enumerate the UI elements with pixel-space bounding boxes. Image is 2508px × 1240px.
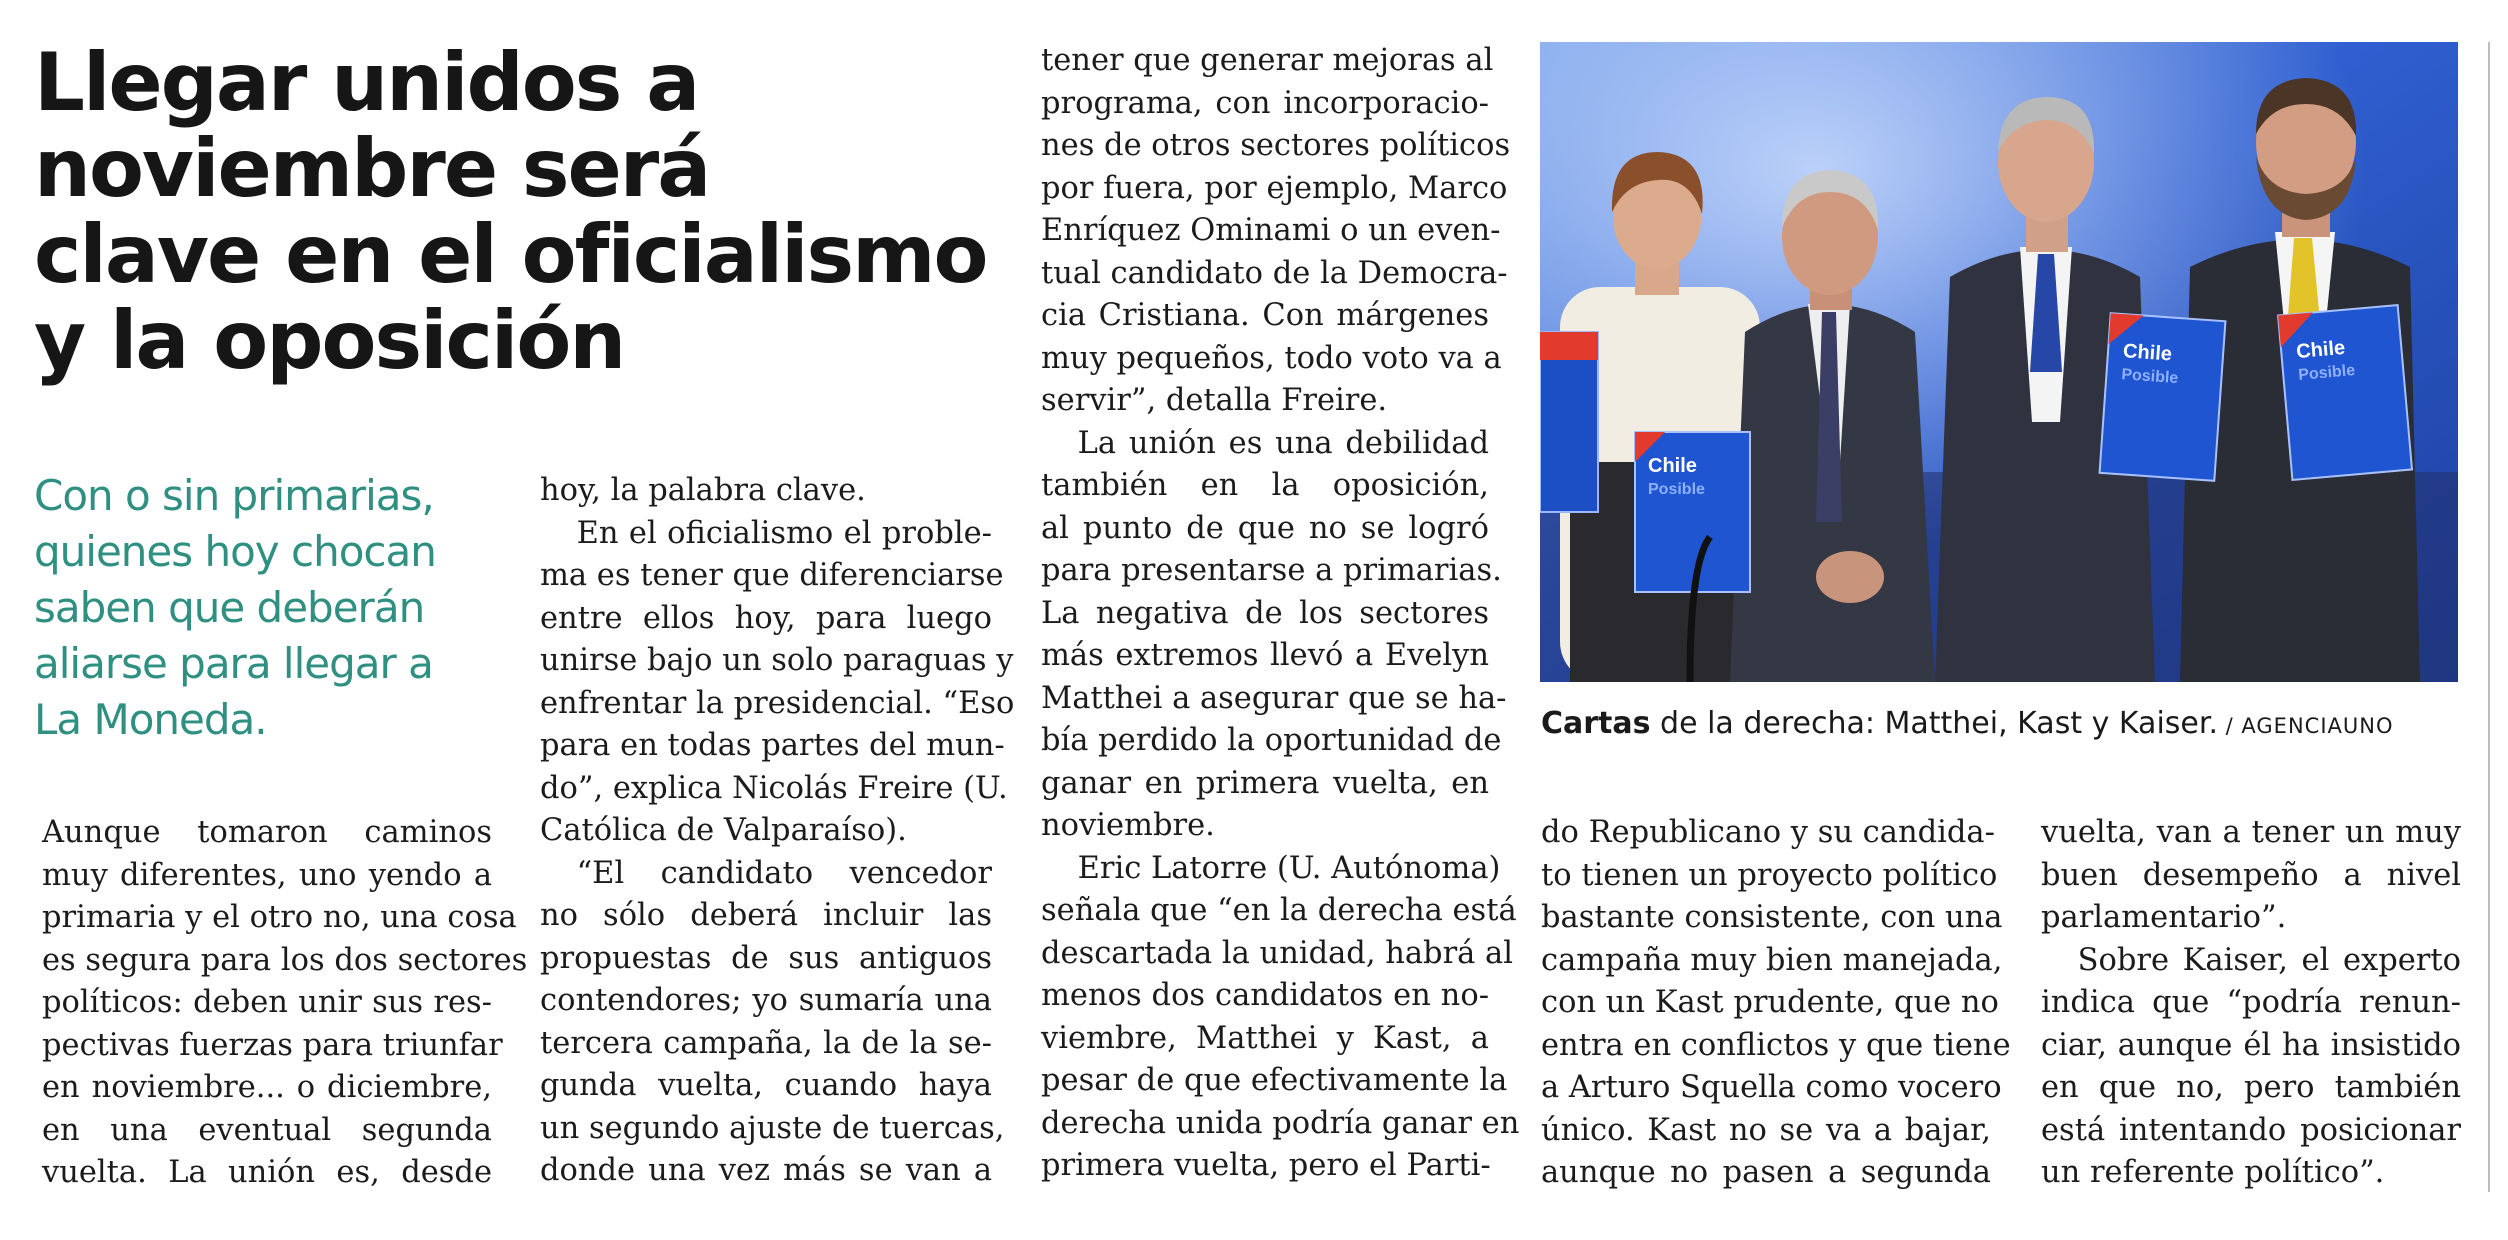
body-line: ma es tener que diferenciarse xyxy=(540,558,1004,593)
body-line: Enríquez Ominami o un even- xyxy=(1041,213,1501,248)
book-subtitle: Posible xyxy=(2297,362,2356,384)
body-line: en que no, pero también xyxy=(2041,1070,2461,1105)
body-line: Eric Latorre (U. Autónoma) xyxy=(1077,850,1501,886)
body-line: do”, explica Nicolás Freire (U. xyxy=(540,770,1008,806)
body-line: más extremos llevó a Evelyn xyxy=(1041,638,1489,673)
book-right-2 xyxy=(2278,305,2412,480)
lead-paragraph xyxy=(34,468,504,748)
body-line: en noviembre... o diciembre, xyxy=(42,1070,492,1105)
headline-line: noviembre será xyxy=(34,122,710,215)
body-line: un referente político”. xyxy=(2041,1155,2385,1190)
body-line: gunda vuelta, cuando haya xyxy=(540,1068,992,1103)
body-line: Católica de Valparaíso). xyxy=(540,813,907,848)
book-title: Chile xyxy=(2295,336,2347,364)
body-line: contendores; yo sumaría una xyxy=(540,983,992,1018)
body-line: en una eventual segunda xyxy=(42,1112,492,1148)
caption-lead: Cartas xyxy=(1541,706,1651,741)
body-line: un segundo ajuste de tuercas, xyxy=(540,1110,1005,1146)
body-line: entra en conflictos y que tiene xyxy=(1541,1027,2011,1063)
body-line: tener que generar mejoras al xyxy=(1041,43,1494,78)
photo-illustration xyxy=(1540,42,2458,682)
body-line: bía perdido la oportunidad de xyxy=(1041,723,1502,758)
body-line: bastante consistente, con una xyxy=(1541,900,2003,935)
article-column-2 xyxy=(540,470,1015,1193)
body-line: primera vuelta, pero el Parti- xyxy=(1041,1148,1491,1183)
body-line: políticos: deben unir sus res- xyxy=(42,985,492,1020)
article-column-5 xyxy=(2041,812,2461,1195)
lead-line: Con o sin primarias, xyxy=(34,471,434,520)
article-column-1 xyxy=(42,812,528,1195)
body-line: pectivas fuerzas para triunfar xyxy=(42,1027,503,1063)
lead-line: aliarse para llegar a xyxy=(34,639,433,688)
body-line: con un Kast prudente, que no xyxy=(1541,985,1999,1020)
body-line: entre ellos hoy, para luego xyxy=(540,600,992,636)
body-line: descartada la unidad, habrá al xyxy=(1041,935,1513,971)
book-title: Chile xyxy=(1648,455,1697,477)
body-line: indica que “podría renun- xyxy=(2041,985,2461,1020)
body-line: Matthei a asegurar que se ha- xyxy=(1041,680,1507,716)
page-edge-rule xyxy=(2488,42,2490,1192)
body-line: La unión es una debilidad xyxy=(1077,425,1489,461)
article-column-4 xyxy=(1541,812,2011,1195)
body-line: vuelta. La unión es, desde xyxy=(42,1155,492,1190)
body-line: tercera campaña, la de la se- xyxy=(540,1025,992,1061)
body-line: ganar en primera vuelta, en xyxy=(1041,765,1489,801)
body-line: hoy, la palabra clave. xyxy=(540,473,866,508)
body-line: nes de otros sectores políticos xyxy=(1041,128,1511,163)
body-line: cia Cristiana. Con márgenes xyxy=(1041,298,1489,333)
news-photo xyxy=(1540,42,2458,682)
book-left xyxy=(1540,332,1598,512)
body-line: unirse bajo un solo paraguas y xyxy=(540,643,1014,678)
body-line: “El candidato vencedor xyxy=(576,855,992,891)
body-line: parlamentario”. xyxy=(2041,900,2287,935)
lead-line: quienes hoy chocan xyxy=(34,527,436,576)
book-right-1 xyxy=(2100,313,2226,481)
headline-line: clave en el oficialismo xyxy=(34,208,987,301)
body-line: derecha unida podría ganar en xyxy=(1041,1105,1520,1141)
body-line: señala que “en la derecha está xyxy=(1041,893,1517,928)
body-line: por fuera, por ejemplo, Marco xyxy=(1041,170,1508,206)
body-line: ciar, aunque él ha insistido xyxy=(2041,1027,2461,1063)
photo-credit: / AGENCIAUNO xyxy=(2217,714,2394,738)
body-line: aunque no pasen a segunda xyxy=(1541,1155,1991,1190)
body-line: noviembre. xyxy=(1041,808,1215,843)
book-subtitle: Posible xyxy=(1648,481,1705,498)
body-line: to tienen un proyecto político xyxy=(1541,857,1998,893)
body-line: menos dos candidatos en no- xyxy=(1041,978,1489,1013)
body-line: donde una vez más se van a xyxy=(540,1153,992,1188)
body-line: Aunque tomaron caminos xyxy=(42,815,492,850)
body-line: Sobre Kaiser, el experto xyxy=(2077,942,2461,978)
body-line: vuelta, van a tener un muy xyxy=(2041,815,2461,850)
body-line: para presentarse a primarias. xyxy=(1041,553,1502,588)
body-line: a Arturo Squella como vocero xyxy=(1541,1070,2002,1105)
body-line: no sólo deberá incluir las xyxy=(540,898,992,933)
body-line: al punto de que no se logró xyxy=(1041,510,1489,546)
body-line: do Republicano y su candida- xyxy=(1541,815,1995,850)
body-line: único. Kast no se va a bajar, xyxy=(1541,1112,1991,1148)
caption-text: de la derecha: Matthei, Kast y Kaiser. xyxy=(1650,706,2218,741)
body-line: campaña muy bien manejada, xyxy=(1541,942,2003,978)
body-line: muy pequeños, todo voto va a xyxy=(1041,340,1502,376)
body-line: primaria y el otro no, una cosa xyxy=(42,900,517,935)
book-subtitle: Posible xyxy=(2120,366,2179,388)
article-column-3 xyxy=(1041,40,1520,1188)
body-line: servir”, detalla Freire. xyxy=(1041,383,1388,418)
headline-line: Llegar unidos a xyxy=(34,36,699,129)
body-line: también en la oposición, xyxy=(1041,468,1489,503)
headline xyxy=(34,36,1014,387)
body-line: propuestas de sus antiguos xyxy=(540,940,992,976)
body-line: muy diferentes, uno yendo a xyxy=(42,857,492,893)
lead-line: La Moneda. xyxy=(34,695,267,744)
body-line: es segura para los dos sectores xyxy=(42,942,528,978)
body-line: programa, con incorporacio- xyxy=(1041,85,1489,121)
headline-line: y la oposición xyxy=(34,294,625,387)
book-center xyxy=(1635,432,1750,592)
body-line: buen desempeño a nivel xyxy=(2041,857,2461,893)
body-line: En el oficialismo el proble- xyxy=(576,515,992,551)
body-line: La negativa de los sectores xyxy=(1041,595,1489,631)
book-title: Chile xyxy=(2122,340,2173,366)
body-line: para en todas partes del mun- xyxy=(540,728,1005,763)
photo-caption xyxy=(1541,704,2459,746)
body-line: está intentando posicionar xyxy=(2041,1112,2461,1148)
body-line: tual candidato de la Democra- xyxy=(1041,255,1508,291)
lead-line: saben que deberán xyxy=(34,583,425,632)
body-line: pesar de que efectivamente la xyxy=(1041,1063,1508,1098)
body-line: viembre, Matthei y Kast, a xyxy=(1041,1020,1489,1056)
body-line: enfrentar la presidencial. “Eso xyxy=(540,685,1015,721)
